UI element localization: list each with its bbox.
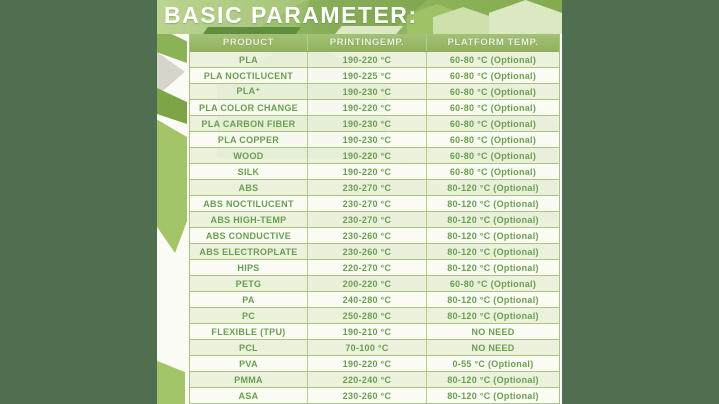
table-row bbox=[190, 116, 559, 132]
platform-temp-cell: 60-80 °C (Optional) bbox=[449, 134, 537, 145]
banner-house-icon bbox=[489, 0, 562, 34]
product-cell: ASA bbox=[190, 388, 308, 403]
product-cell: PMMA bbox=[190, 372, 308, 387]
product-cell: PLA COLOR CHANGE bbox=[190, 100, 308, 115]
product-cell: ABS bbox=[190, 180, 308, 195]
printing-temp-cell: 230-270 °C bbox=[308, 180, 427, 195]
printing-temp-cell: 70-100 °C bbox=[308, 340, 427, 355]
table-row bbox=[190, 292, 559, 308]
table-body bbox=[190, 52, 559, 404]
product-cell: ABS ELECTROPLATE bbox=[190, 244, 308, 259]
platform-temp-cell: 80-120 °C (Optional) bbox=[447, 390, 539, 401]
table-row bbox=[190, 372, 559, 388]
table-header-row bbox=[190, 34, 559, 52]
infographic-card bbox=[157, 0, 562, 404]
product-cell: PLA NOCTILUCENT bbox=[190, 68, 308, 83]
product-cell: PVA bbox=[190, 356, 308, 371]
printing-temp-cell: 190-220 °C bbox=[308, 148, 427, 163]
table-row bbox=[190, 340, 559, 356]
printing-temp-cell: 190-220 °C bbox=[308, 356, 427, 371]
table-row bbox=[190, 100, 559, 116]
printing-temp-cell: 230-260 °C bbox=[308, 244, 427, 259]
title-banner bbox=[157, 0, 562, 34]
printing-temp-cell: 230-270 °C bbox=[308, 196, 427, 211]
product-cell: PETG bbox=[190, 276, 308, 291]
table-row bbox=[190, 52, 559, 68]
product-cell: WOOD bbox=[190, 148, 308, 163]
platform-temp-cell: 60-80 °C (Optional) bbox=[449, 118, 537, 129]
header-printing-temp: PRINTINGEMP. bbox=[308, 34, 427, 51]
product-cell: PC bbox=[190, 308, 308, 323]
printing-temp-cell: 190-230 °C bbox=[308, 132, 427, 147]
table-row bbox=[190, 84, 559, 100]
product-cell: ABS NOCTILUCENT bbox=[190, 196, 308, 211]
printing-temp-cell: 240-280 °C bbox=[308, 292, 427, 307]
platform-temp-cell: 80-120 °C (Optional) bbox=[447, 230, 539, 241]
printing-temp-cell: 230-260 °C bbox=[308, 388, 427, 403]
platform-temp-cell: 60-80 °C (Optional) bbox=[449, 86, 537, 97]
product-cell: PA bbox=[190, 292, 308, 307]
table-row bbox=[190, 324, 559, 340]
platform-temp-cell: 60-80 °C (Optional) bbox=[449, 54, 537, 65]
printing-temp-cell: 200-220 °C bbox=[308, 276, 427, 291]
parameters-table bbox=[189, 34, 560, 404]
platform-temp-cell: 0-55 °C (Optional) bbox=[452, 358, 534, 369]
header-product: PRODUCT bbox=[190, 34, 308, 51]
product-cell: ABS HIGH-TEMP bbox=[190, 212, 308, 227]
bottom-left-decoration bbox=[157, 355, 185, 404]
printing-temp-cell: 190-210 °C bbox=[308, 324, 427, 339]
product-cell: SILK bbox=[190, 164, 308, 179]
printing-temp-cell: 190-225 °C bbox=[308, 68, 427, 83]
table-row bbox=[190, 260, 559, 276]
platform-temp-cell: 80-120 °C (Optional) bbox=[447, 198, 539, 209]
printing-temp-cell: 190-220 °C bbox=[308, 164, 427, 179]
product-cell: FLEXIBLE (TPU) bbox=[190, 324, 308, 339]
product-cell: PLA bbox=[190, 52, 308, 67]
platform-temp-cell: 80-120 °C (Optional) bbox=[447, 310, 539, 321]
table-row bbox=[190, 196, 559, 212]
table-row bbox=[190, 276, 559, 292]
product-cell: HIPS bbox=[190, 260, 308, 275]
table-row bbox=[190, 68, 559, 84]
printing-temp-cell: 220-270 °C bbox=[308, 260, 427, 275]
product-cell: PLA⁺ bbox=[190, 84, 308, 99]
table-row bbox=[190, 212, 559, 228]
platform-temp-cell: 60-80 °C (Optional) bbox=[449, 102, 537, 113]
table-row bbox=[190, 308, 559, 324]
printing-temp-cell: 220-240 °C bbox=[308, 372, 427, 387]
table-row bbox=[190, 228, 559, 244]
product-cell: PLA COPPER bbox=[190, 132, 308, 147]
printing-temp-cell: 250-280 °C bbox=[308, 308, 427, 323]
page-title: BASIC PARAMETER: bbox=[164, 2, 418, 28]
table-row bbox=[190, 132, 559, 148]
printing-temp-cell: 190-230 °C bbox=[308, 84, 427, 99]
platform-temp-cell: 80-120 °C (Optional) bbox=[447, 374, 539, 385]
product-cell: PLA CARBON FIBER bbox=[190, 116, 308, 131]
product-cell: ABS CONDUCTIVE bbox=[190, 228, 308, 243]
platform-temp-cell: 60-80 °C (Optional) bbox=[449, 70, 537, 81]
platform-temp-cell: 80-120 °C (Optional) bbox=[447, 294, 539, 305]
printing-temp-cell: 190-220 °C bbox=[308, 100, 427, 115]
table-row bbox=[190, 164, 559, 180]
header-platform-temp: PLATFORM TEMP. bbox=[447, 37, 539, 48]
platform-temp-cell: 80-120 °C (Optional) bbox=[447, 262, 539, 273]
printing-temp-cell: 190-230 °C bbox=[308, 116, 427, 131]
platform-temp-cell: 80-120 °C (Optional) bbox=[447, 214, 539, 225]
left-arrow-decoration bbox=[157, 108, 187, 253]
platform-temp-cell: 80-120 °C (Optional) bbox=[447, 182, 539, 193]
table-row bbox=[190, 180, 559, 196]
product-cell: PCL bbox=[190, 340, 308, 355]
printing-temp-cell: 190-220 °C bbox=[308, 52, 427, 67]
platform-temp-cell: 80-120 °C (Optional) bbox=[447, 246, 539, 257]
platform-temp-cell: NO NEED bbox=[471, 342, 515, 353]
printing-temp-cell: 230-270 °C bbox=[308, 212, 427, 227]
platform-temp-cell: 60-80 °C (Optional) bbox=[449, 278, 537, 289]
platform-temp-cell: 60-80 °C (Optional) bbox=[449, 166, 537, 177]
printing-temp-cell: 230-260 °C bbox=[308, 228, 427, 243]
table-row bbox=[190, 356, 559, 372]
platform-temp-cell: 60-80 °C (Optional) bbox=[449, 150, 537, 161]
table-row bbox=[190, 148, 559, 164]
table-row bbox=[190, 388, 559, 404]
table-row bbox=[190, 244, 559, 260]
platform-temp-cell: NO NEED bbox=[471, 326, 515, 337]
